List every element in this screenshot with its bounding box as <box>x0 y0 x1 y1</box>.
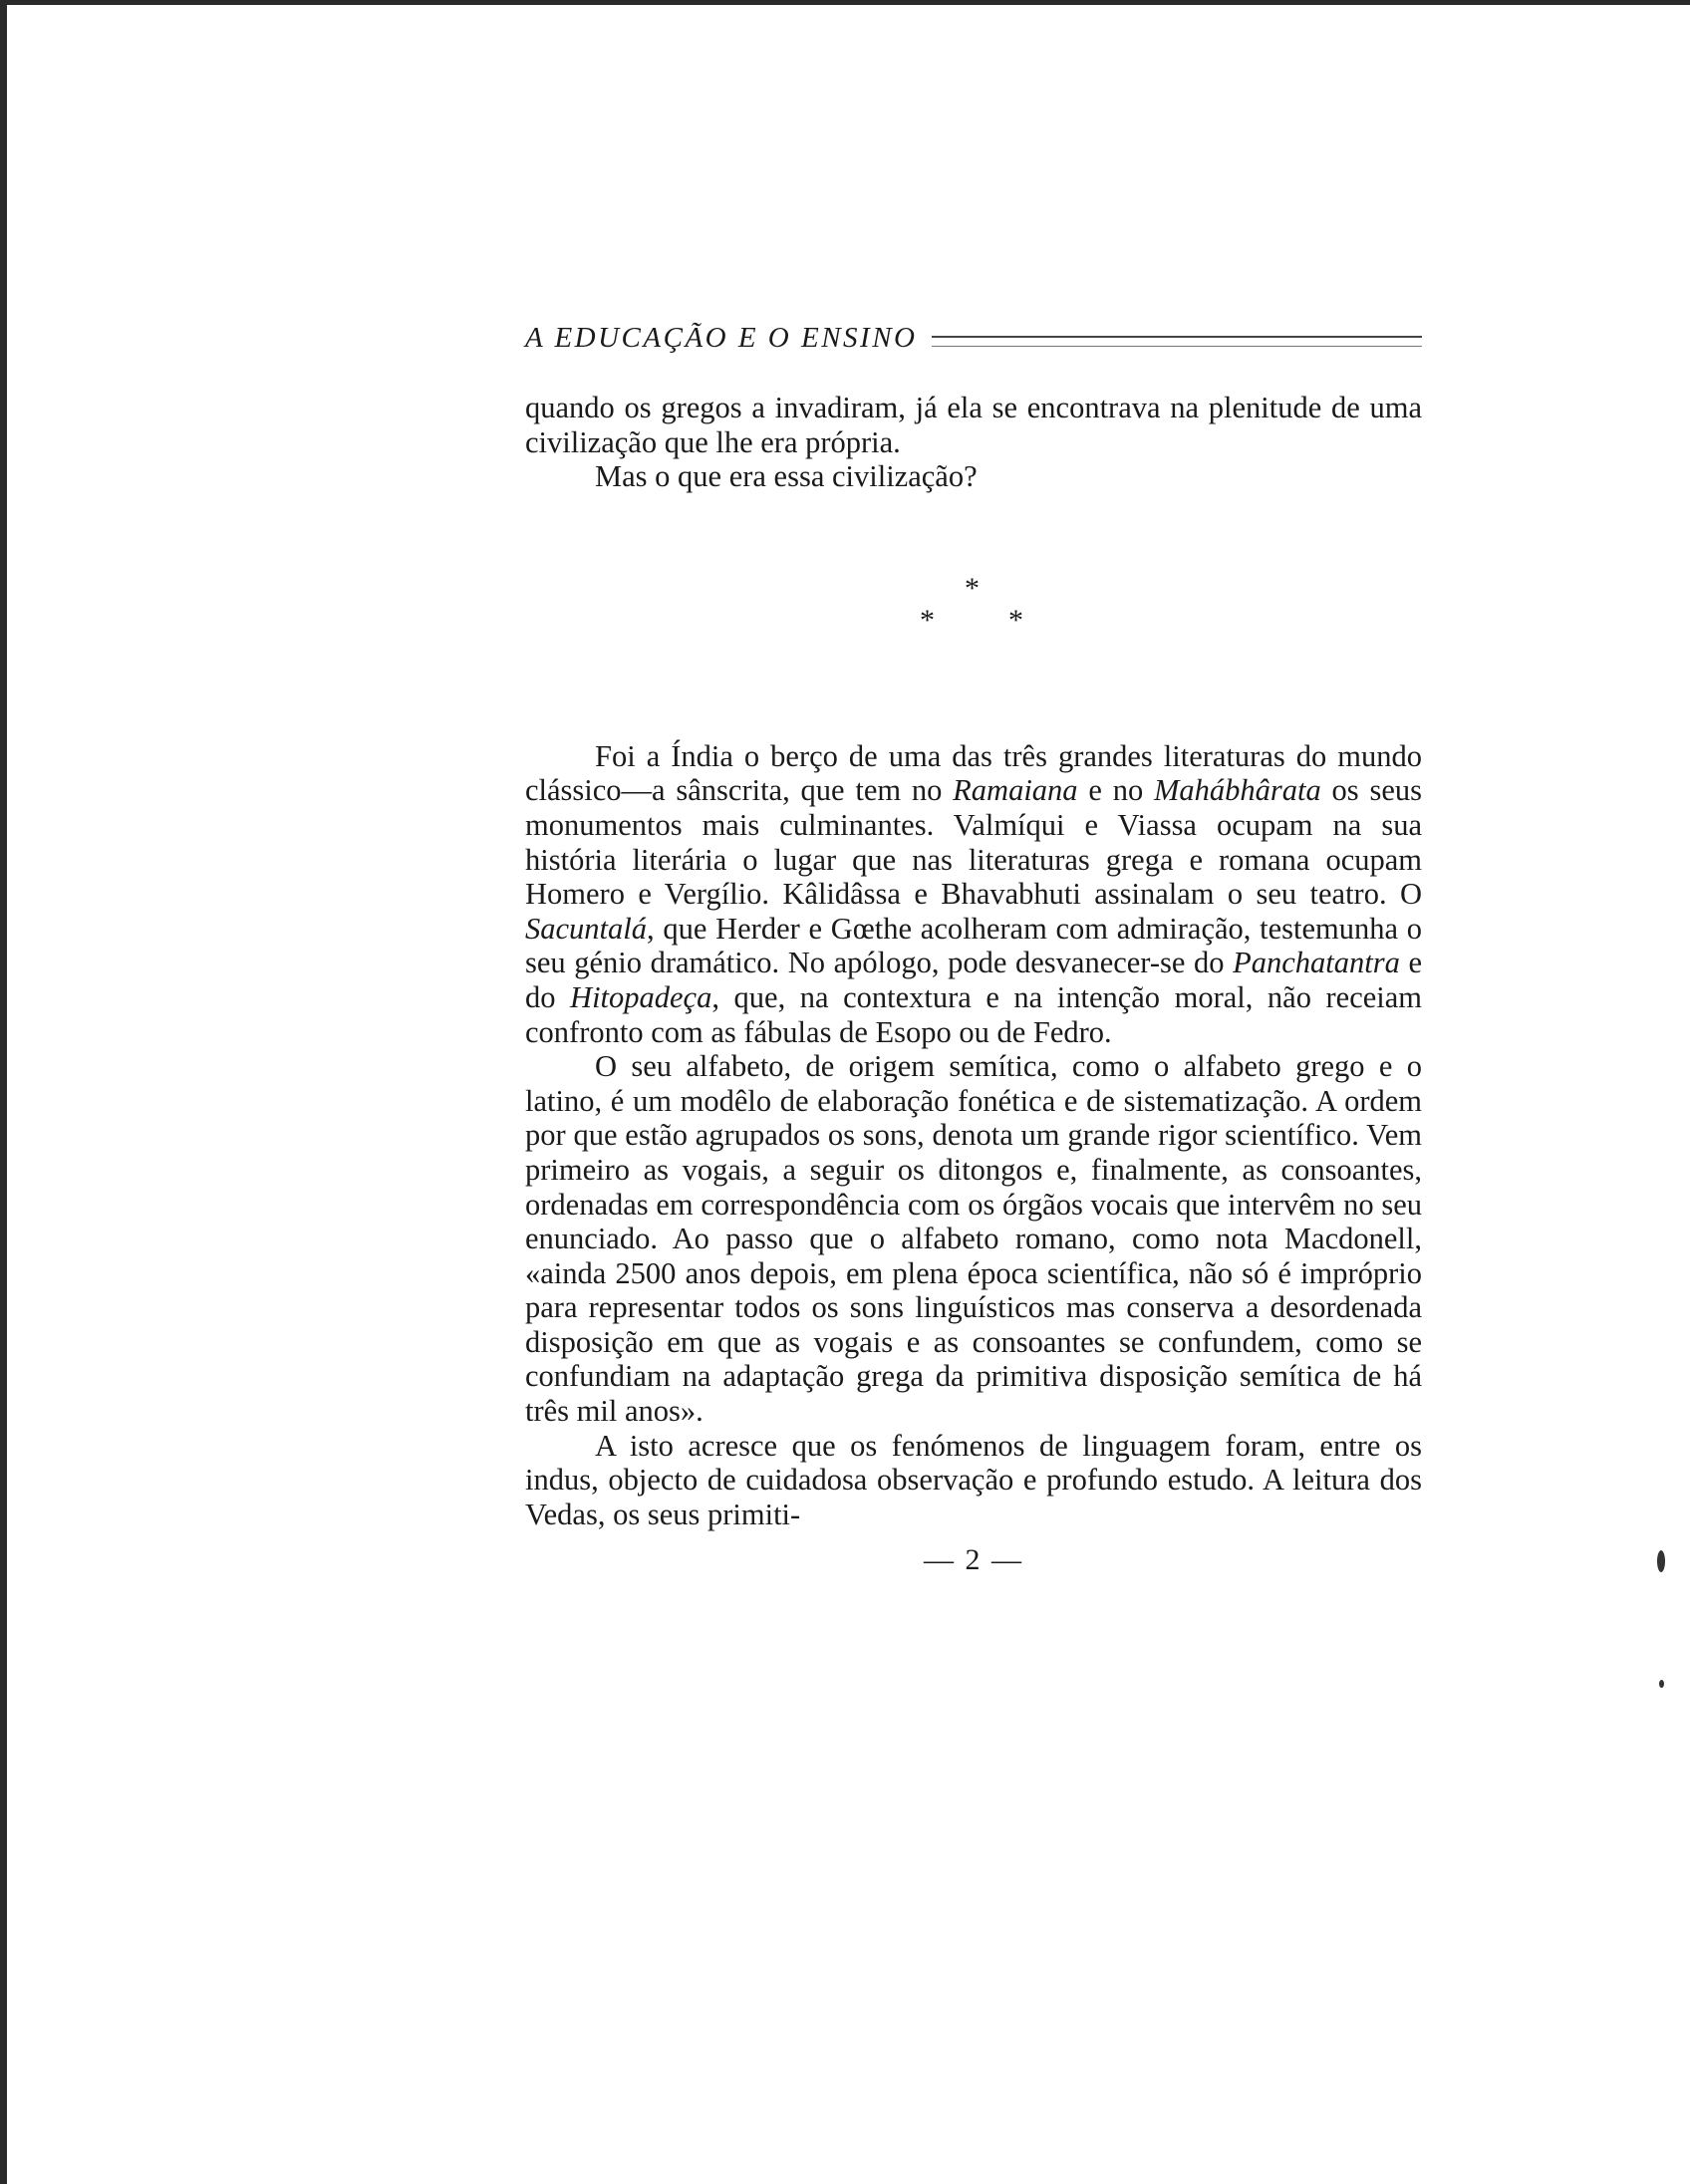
text-run: , que Herder e Gœthe acolheram com admiração, testemunha o seu génio dramático. No apólogo, pode desvanecer-se do <box>525 911 1422 980</box>
running-head-rule <box>932 336 1422 347</box>
scan-edge-top <box>0 0 1690 5</box>
text-run: , que, na contextura e na intenção moral, não receiam confronto com as fábulas de Esopo ou de Fedro. <box>525 979 1423 1049</box>
paragraph <box>525 739 1422 1049</box>
running-head <box>525 315 1422 361</box>
asterism-star: * <box>965 571 980 605</box>
text-run: e no <box>1077 773 1154 808</box>
scan-edge-left <box>0 0 7 2184</box>
scan-speck <box>1659 1680 1664 1688</box>
work-title: Panchatantra <box>1233 946 1400 980</box>
work-title: Sacuntalá <box>525 911 647 946</box>
text-run: Foi a Índia o berço de uma das três grandes literaturas do mundo clássico—a sânscrita, que tem no <box>525 738 1422 808</box>
main-block <box>525 739 1422 1532</box>
paragraph: quando os gregos a invadiram, já ela se encontrava na plenitude de uma civilização que lhe era própria. <box>525 391 1422 459</box>
text-run: os seus monumentos mais culminantes. Valmíqui e Viassa ocupam na sua história literária o lugar que nas literaturas grega e romana ocupam Homero e Vergílio. Kâlidâssa e Bhavabhuti assinalam o seu teatro. O <box>525 773 1422 912</box>
paragraph: O seu alfabeto, de origem semítica, como o alfabeto grego e o latino, é um modêlo de elaboração fonética e de sistematização. A ordem por que estão agrupados os sons, denota um grande rigor scientífico. Vem primeiro as vogais, a seguir os ditongos e, finalmente, as consoantes, ordenadas em correspondência com os órgãos vocais que intervêm no seu enunciado. Ao passo que o alfabeto romano, como nota Macdonell, «ainda 2500 anos depois, em plena época scientífica, não só é impróprio para representar todos os sons linguísticos mas conserva a desordenada disposição em que as vogais e as consoantes se confundem, como se confundiam na adaptação grega da primitiva disposição semítica de há três mil anos». <box>525 1049 1422 1429</box>
asterism <box>525 572 1422 652</box>
work-title: Mahábhârata <box>1154 773 1321 808</box>
scan-speck <box>1657 1550 1665 1572</box>
paragraph: Mas o que era essa civilização? <box>595 459 978 494</box>
work-title: Hitopadeça <box>570 979 712 1014</box>
work-title: Ramaiana <box>953 773 1078 808</box>
asterism-star: * <box>920 603 935 637</box>
asterism-star: * <box>1008 603 1023 637</box>
page-number: — 2 — <box>924 1543 1023 1577</box>
running-head-title: A EDUCAÇÃO E O ENSINO <box>525 321 918 354</box>
document-page <box>525 315 1422 1577</box>
text-run: e do <box>525 946 1422 1014</box>
paragraph: A isto acresce que os fenómenos de linguagem foram, entre os indus, objecto de cuidadosa observação e profundo estudo. A leitura dos Vedas, os seus primiti- <box>525 1428 1422 1531</box>
intro-block <box>525 391 1422 494</box>
